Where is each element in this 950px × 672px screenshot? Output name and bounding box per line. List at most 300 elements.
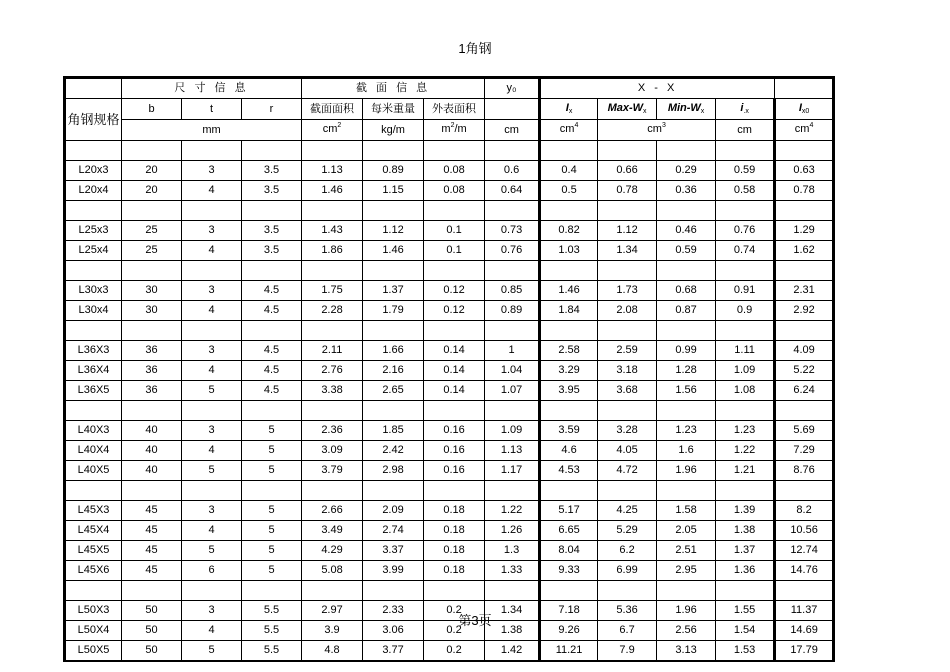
cell-spec: L50X3 [65,601,122,621]
cell-b: 45 [122,521,182,541]
cell-t: 4 [182,301,242,321]
table-row [65,441,834,461]
cell-MinWx: 1.96 [657,461,716,481]
spacer-cell [485,261,540,281]
spacer-cell [657,201,716,221]
spacer-cell [485,141,540,161]
cell-area: 1.43 [302,221,363,241]
cell-ix: 1.08 [716,381,775,401]
group-header-spec [65,78,122,99]
spacer-cell [363,581,424,601]
cell-ix: 0.74 [716,241,775,261]
cell-weight: 3.06 [363,621,424,641]
cell-r: 3.5 [242,221,302,241]
spacer-cell [182,141,242,161]
sub-header-ix: $i_{.x}$ [716,99,775,120]
table-row [65,301,834,321]
cell-Ix: 4.6 [540,441,598,461]
spacer-cell [363,201,424,221]
cell-MinWx: 0.99 [657,341,716,361]
cell-Ix: 9.33 [540,561,598,581]
cell-MaxWx: 0.78 [598,181,657,201]
table-spacer-row [65,201,834,221]
cell-MaxWx: 6.99 [598,561,657,581]
spacer-cell [302,401,363,421]
spacer-cell [485,401,540,421]
cell-MaxWx: 2.59 [598,341,657,361]
spacer-cell [302,201,363,221]
cell-ix: 0.91 [716,281,775,301]
cell-b: 50 [122,641,182,662]
cell-MinWx: 2.56 [657,621,716,641]
cell-t: 5 [182,541,242,561]
spacer-cell [598,201,657,221]
cell-y0: 1.34 [485,601,540,621]
spacer-cell [65,141,122,161]
spacer-cell [485,581,540,601]
cell-spec: L45X3 [65,501,122,521]
spacer-cell [485,201,540,221]
cell-MinWx: 2.95 [657,561,716,581]
cell-r: 4.5 [242,381,302,401]
sub-header-y0 [485,99,540,120]
cell-t: 3 [182,421,242,441]
cell-ix: 1.38 [716,521,775,541]
cell-Ix: 0.5 [540,181,598,201]
spacer-cell [302,481,363,501]
spacer-cell [540,141,598,161]
sub-header-r: r [242,99,302,120]
spacer-cell [122,321,182,341]
spacer-cell [424,261,485,281]
table-row [65,641,834,662]
cell-Ix: 1.46 [540,281,598,301]
cell-weight: 1.15 [363,181,424,201]
cell-Ix0: 2.92 [775,301,834,321]
cell-Ix0: 14.76 [775,561,834,581]
cell-MinWx: 1.28 [657,361,716,381]
spacer-cell [363,481,424,501]
cell-MinWx: 2.51 [657,541,716,561]
cell-MinWx: 0.29 [657,161,716,181]
cell-surface: 0.14 [424,361,485,381]
cell-MinWx: 0.46 [657,221,716,241]
cell-y0: 1.26 [485,521,540,541]
table-row [65,461,834,481]
cell-MinWx: 0.87 [657,301,716,321]
unit-Ix0: $cm^4$ [775,120,834,141]
spacer-cell [242,401,302,421]
spacer-cell [182,581,242,601]
cell-surface: 0.18 [424,561,485,581]
spacer-cell [716,401,775,421]
spacer-cell [716,481,775,501]
spacer-cell [716,141,775,161]
cell-spec: L45X4 [65,521,122,541]
cell-spec: L25x4 [65,241,122,261]
cell-Ix0: 8.2 [775,501,834,521]
cell-weight: 2.09 [363,501,424,521]
spacer-cell [598,481,657,501]
spacer-cell [424,321,485,341]
sub-header-b: b [122,99,182,120]
spacer-cell [775,401,834,421]
cell-MinWx: 0.36 [657,181,716,201]
sub-header-surface: 外表面积 [424,99,485,120]
cell-surface: 0.2 [424,641,485,662]
spacer-cell [657,321,716,341]
cell-Ix: 1.84 [540,301,598,321]
spacer-cell [775,321,834,341]
cell-y0: 1.17 [485,461,540,481]
steel-angle-table-container [63,76,832,662]
cell-t: 6 [182,561,242,581]
cell-y0: 1.13 [485,441,540,461]
cell-surface: 0.1 [424,221,485,241]
cell-area: 2.76 [302,361,363,381]
cell-MaxWx: 5.29 [598,521,657,541]
cell-Ix0: 0.63 [775,161,834,181]
cell-MinWx: 1.96 [657,601,716,621]
cell-r: 5.5 [242,601,302,621]
cell-y0: 1.04 [485,361,540,381]
cell-spec: L20x3 [65,161,122,181]
cell-b: 45 [122,541,182,561]
cell-b: 30 [122,301,182,321]
cell-Ix: 3.59 [540,421,598,441]
cell-Ix0: 17.79 [775,641,834,662]
spacer-cell [598,261,657,281]
spacer-cell [598,141,657,161]
spacer-cell [242,201,302,221]
cell-ix: 0.58 [716,181,775,201]
spacer-cell [182,401,242,421]
unit-weight: kg/m [363,120,424,141]
table-spacer-row [65,261,834,281]
cell-ix: 0.76 [716,221,775,241]
cell-area: 1.86 [302,241,363,261]
cell-MaxWx: 3.18 [598,361,657,381]
cell-weight: 1.66 [363,341,424,361]
spacer-cell [424,481,485,501]
cell-Ix0: 2.31 [775,281,834,301]
cell-t: 4 [182,621,242,641]
cell-weight: 1.46 [363,241,424,261]
sub-header-spec: 角钢规格 [65,99,122,141]
cell-b: 45 [122,561,182,581]
spacer-cell [363,141,424,161]
cell-t: 5 [182,641,242,662]
cell-MaxWx: 0.66 [598,161,657,181]
cell-y0: 0.89 [485,301,540,321]
cell-Ix: 3.29 [540,361,598,381]
table-spacer-row [65,401,834,421]
table-row [65,221,834,241]
cell-area: 4.29 [302,541,363,561]
cell-Ix0: 12.74 [775,541,834,561]
spacer-cell [598,321,657,341]
cell-ix: 0.9 [716,301,775,321]
cell-spec: L36X3 [65,341,122,361]
cell-b: 25 [122,241,182,261]
cell-area: 3.49 [302,521,363,541]
cell-ix: 1.37 [716,541,775,561]
cell-y0: 1.3 [485,541,540,561]
table-row [65,521,834,541]
cell-y0: 0.64 [485,181,540,201]
cell-Ix: 3.95 [540,381,598,401]
cell-MaxWx: 4.05 [598,441,657,461]
spacer-cell [182,481,242,501]
cell-ix: 1.36 [716,561,775,581]
cell-MaxWx: 3.28 [598,421,657,441]
cell-ix: 1.11 [716,341,775,361]
cell-surface: 0.1 [424,241,485,261]
spacer-cell [657,401,716,421]
cell-t: 4 [182,521,242,541]
cell-MinWx: 0.59 [657,241,716,261]
page-footer: 第3页 [458,613,492,628]
cell-area: 5.08 [302,561,363,581]
cell-surface: 0.12 [424,281,485,301]
cell-MaxWx: 6.2 [598,541,657,561]
cell-t: 3 [182,341,242,361]
units-row [65,120,834,141]
spacer-cell [242,321,302,341]
cell-MaxWx: 1.12 [598,221,657,241]
spacer-cell [182,321,242,341]
cell-r: 5 [242,421,302,441]
spacer-cell [182,201,242,221]
unit-Ix: $cm^4$ [540,120,598,141]
cell-surface: 0.2 [424,601,485,621]
table-spacer-row [65,481,834,501]
spacer-cell [302,141,363,161]
cell-weight: 2.16 [363,361,424,381]
cell-y0: 1.22 [485,501,540,521]
cell-area: 1.75 [302,281,363,301]
spacer-cell [65,581,122,601]
group-header-dimension: 尺 寸 信 息 [122,78,302,99]
cell-area: 4.8 [302,641,363,662]
spacer-cell [65,321,122,341]
table-row [65,161,834,181]
cell-t: 5 [182,381,242,401]
cell-area: 2.11 [302,341,363,361]
cell-area: 2.66 [302,501,363,521]
steel-angle-table [63,76,835,662]
spacer-cell [540,321,598,341]
cell-y0: 1.09 [485,421,540,441]
cell-b: 36 [122,361,182,381]
cell-Ix0: 5.22 [775,361,834,381]
table-row [65,561,834,581]
cell-spec: L50X4 [65,621,122,641]
cell-Ix: 11.21 [540,641,598,662]
spacer-cell [657,261,716,281]
cell-b: 20 [122,161,182,181]
spacer-cell [540,201,598,221]
cell-MinWx: 1.23 [657,421,716,441]
cell-MaxWx: 7.9 [598,641,657,662]
cell-weight: 2.42 [363,441,424,461]
cell-y0: 0.73 [485,221,540,241]
cell-ix: 1.21 [716,461,775,481]
table-body [65,141,834,662]
cell-Ix0: 1.29 [775,221,834,241]
spacer-cell [424,141,485,161]
table-spacer-row [65,141,834,161]
spacer-cell [65,401,122,421]
spacer-cell [302,321,363,341]
cell-t: 4 [182,361,242,381]
cell-Ix0: 7.29 [775,441,834,461]
cell-area: 2.28 [302,301,363,321]
spacer-cell [657,581,716,601]
table-spacer-row [65,581,834,601]
cell-r: 5 [242,541,302,561]
cell-t: 4 [182,181,242,201]
cell-r: 5 [242,561,302,581]
spacer-cell [540,581,598,601]
cell-t: 3 [182,501,242,521]
table-row [65,361,834,381]
page-title: 1角钢 [458,41,492,56]
cell-MaxWx: 4.72 [598,461,657,481]
table-row [65,281,834,301]
cell-spec: L40X3 [65,421,122,441]
cell-ix: 1.23 [716,421,775,441]
cell-spec: L30x4 [65,301,122,321]
unit-ix: cm [716,120,775,141]
cell-surface: 0.08 [424,181,485,201]
cell-Ix0: 11.37 [775,601,834,621]
cell-spec: L20x4 [65,181,122,201]
cell-r: 4.5 [242,341,302,361]
cell-Ix: 7.18 [540,601,598,621]
cell-MinWx: 3.13 [657,641,716,662]
cell-surface: 0.12 [424,301,485,321]
cell-y0: 0.85 [485,281,540,301]
cell-weight: 1.12 [363,221,424,241]
sub-header-MaxWx: Max-$W_x$ [598,99,657,120]
cell-t: 3 [182,221,242,241]
cell-t: 3 [182,161,242,181]
cell-y0: 1.33 [485,561,540,581]
cell-Ix: 6.65 [540,521,598,541]
group-header-section: 截 面 信 息 [302,78,485,99]
table-row [65,381,834,401]
cell-r: 4.5 [242,361,302,381]
cell-r: 3.5 [242,241,302,261]
cell-spec: L36X4 [65,361,122,381]
cell-surface: 0.14 [424,341,485,361]
spacer-cell [657,481,716,501]
cell-y0: 1 [485,341,540,361]
cell-Ix: 0.82 [540,221,598,241]
cell-spec: L45X5 [65,541,122,561]
spacer-cell [122,261,182,281]
cell-b: 40 [122,421,182,441]
cell-weight: 1.79 [363,301,424,321]
cell-MinWx: 1.56 [657,381,716,401]
cell-r: 3.5 [242,181,302,201]
spacer-cell [540,481,598,501]
cell-ix: 1.39 [716,501,775,521]
cell-spec: L25x3 [65,221,122,241]
spacer-cell [716,321,775,341]
cell-area: 3.9 [302,621,363,641]
cell-spec: L40X5 [65,461,122,481]
table-row [65,421,834,441]
cell-spec: L45X6 [65,561,122,581]
group-header-xx: X - X [540,78,775,99]
cell-r: 4.5 [242,301,302,321]
cell-weight: 2.65 [363,381,424,401]
spacer-cell [775,481,834,501]
spacer-cell [363,261,424,281]
cell-t: 3 [182,601,242,621]
cell-MaxWx: 6.7 [598,621,657,641]
cell-Ix0: 5.69 [775,421,834,441]
cell-r: 5 [242,441,302,461]
cell-y0: 1.42 [485,641,540,662]
cell-t: 4 [182,241,242,261]
spacer-cell [182,261,242,281]
cell-weight: 0.89 [363,161,424,181]
cell-surface: 0.2 [424,621,485,641]
spacer-cell [302,261,363,281]
unit-surface: $m^2/m$ [424,120,485,141]
cell-Ix: 0.4 [540,161,598,181]
cell-weight: 2.33 [363,601,424,621]
cell-y0: 1.07 [485,381,540,401]
cell-ix: 1.53 [716,641,775,662]
cell-area: 1.46 [302,181,363,201]
cell-ix: 1.22 [716,441,775,461]
spacer-cell [122,581,182,601]
cell-b: 40 [122,441,182,461]
spacer-cell [485,481,540,501]
cell-b: 25 [122,221,182,241]
cell-MaxWx: 5.36 [598,601,657,621]
cell-Ix0: 6.24 [775,381,834,401]
cell-r: 5 [242,521,302,541]
sub-header-t: t [182,99,242,120]
group-header-y0: y₀ [485,78,540,99]
cell-area: 3.79 [302,461,363,481]
spacer-cell [775,261,834,281]
cell-ix: 1.54 [716,621,775,641]
cell-y0: 1.38 [485,621,540,641]
table-row [65,341,834,361]
table-row [65,501,834,521]
spacer-cell [657,141,716,161]
spacer-cell [242,481,302,501]
spacer-cell [598,401,657,421]
cell-Ix0: 0.78 [775,181,834,201]
cell-b: 50 [122,601,182,621]
cell-surface: 0.08 [424,161,485,181]
table-row [65,541,834,561]
cell-t: 4 [182,441,242,461]
cell-spec: L40X4 [65,441,122,461]
cell-Ix0: 8.76 [775,461,834,481]
spacer-cell [424,581,485,601]
cell-weight: 2.98 [363,461,424,481]
cell-t: 3 [182,281,242,301]
cell-MaxWx: 3.68 [598,381,657,401]
